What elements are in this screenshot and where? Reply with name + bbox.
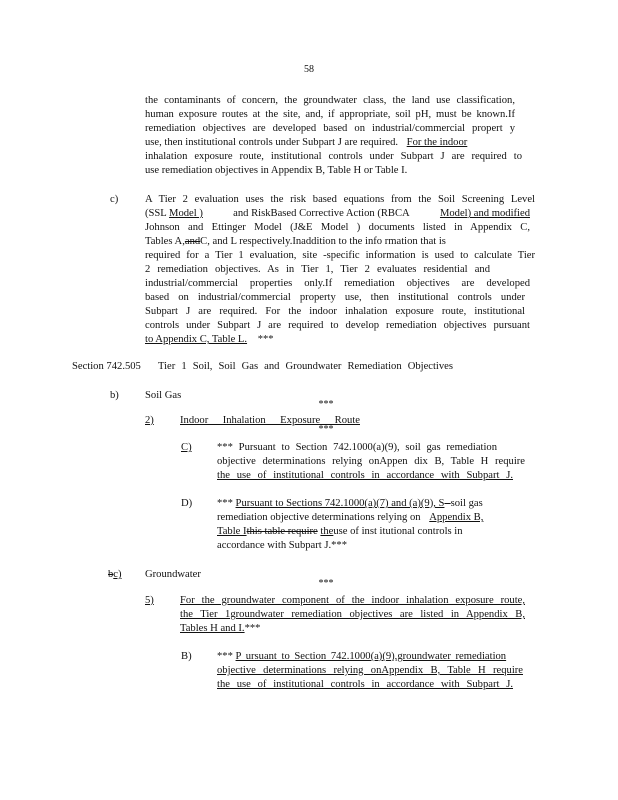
text-line: accordance with Subpart J.***	[217, 540, 348, 551]
item-label: B)	[181, 651, 192, 662]
text-line: A Tier 2 evaluation uses the risk based equations from the Soil Screening Level	[145, 194, 535, 205]
text-line	[145, 333, 274, 346]
text-line: human exposure routes at the site, and, if appropriate, soil pH, must be known.If	[145, 109, 515, 120]
text-run: C, and L respectively.Inaddition to the info rmation that is	[200, 236, 446, 247]
text-run: soil gas	[450, 498, 483, 509]
item-label: D)	[181, 498, 193, 509]
section-title: Tier 1 Soil, Soil Gas and Groundwater Remediation Objectives	[158, 361, 453, 372]
inserted-text: objective determinations relying onAppendix B, Table H require	[217, 665, 523, 676]
text-run: ***	[217, 651, 236, 662]
item-label: c)	[110, 194, 119, 205]
inserted-text: Appendix B,	[429, 512, 484, 523]
text-run: use, then institutional controls under Subpart J are required.	[145, 137, 399, 148]
text-line: the contaminants of concern, the groundwater class, the land use classification,	[145, 95, 515, 106]
text-line: Subpart J are required. For the indoor inhalation exposure route, institutional	[145, 306, 525, 317]
inserted-text: For the indoor	[406, 137, 468, 148]
text-line: based on industrial/commercial property use, then institutional controls under	[145, 292, 525, 303]
deleted-text: this table require	[246, 526, 318, 537]
text-line: inhalation exposure route, institutional controls under Subpart J are required to	[145, 151, 522, 162]
deleted-text: and	[184, 236, 201, 247]
text-run: and RiskBased Corrective Action (RBCA	[233, 208, 410, 219]
text-run: ***	[217, 498, 236, 509]
text-line	[217, 497, 483, 510]
inserted-text: to Appendix C, Table L.	[145, 334, 248, 345]
subheading: Groundwater	[145, 569, 201, 580]
item-label: C)	[181, 442, 192, 453]
inserted-text: c)	[113, 569, 122, 580]
inserted-text: Table I	[217, 526, 247, 537]
inserted-text: the	[320, 526, 334, 537]
inserted-text: For the groundwater component of the indoor inhalation exposure route,	[180, 595, 525, 606]
text-run: use of inst itutional controls in	[333, 526, 463, 537]
inserted-text: the Tier 1groundwater remediation objectives are listed in Appendix B,	[180, 609, 525, 620]
inserted-text: Pursuant to Sections 742.1000(a)(7) and (a)(9), S	[235, 498, 445, 509]
text-line: 2 remediation objectives. As in Tier 1, Tier 2 evaluates residential and	[145, 264, 490, 275]
text-line	[180, 622, 260, 635]
text-line	[217, 650, 527, 663]
text-run: (SSL Model )	[145, 208, 203, 219]
text-line: remediation objectives are developed based on industrial/commercial propert y	[145, 123, 515, 134]
item-label: b)	[110, 390, 119, 401]
text-line: *** Pursuant to Section 742.1000(a)(9), soil gas remediation	[217, 442, 497, 453]
inserted-text: Model) and modified	[439, 208, 530, 219]
item-label	[108, 568, 122, 581]
deleted-text: b	[108, 569, 114, 580]
text-line: required for a Tier 1 evaluation, site -specific information is used to calculate Tier	[145, 250, 535, 261]
text-line	[217, 525, 463, 538]
text-run: Tables A,	[145, 236, 185, 247]
inserted-text: the use of institutional controls in accordance with Subpart J.	[217, 470, 513, 481]
item-label: 2)	[145, 415, 154, 426]
text-line	[145, 207, 530, 220]
text-line: controls under Subpart J are required to develop remediation objectives pursuant	[145, 320, 530, 331]
section-label: Section 742.505	[72, 361, 141, 372]
inserted-text: Tables H and I.	[180, 623, 245, 634]
text-line	[145, 235, 446, 248]
subheading: Soil Gas	[145, 390, 182, 401]
text-line: objective determinations relying onAppen dix B, Table H require	[217, 456, 525, 467]
text-line	[145, 136, 467, 149]
deleted-text: -	[444, 498, 451, 509]
text-line	[217, 511, 483, 524]
subheading: Indoor Inhalation Exposure Route	[180, 415, 360, 426]
stars: ***	[318, 399, 334, 410]
inserted-text: P ursuant to Section 742.1000(a)(9),groundwater remediation	[235, 651, 507, 662]
inserted-text: the use of institutional controls in accordance with Subpart J.	[217, 679, 513, 690]
stars: ***	[318, 578, 334, 589]
text-line: Johnson and Ettinger Model (J&E Model ) documents listed in Appendix C,	[145, 222, 530, 233]
stars: ***	[244, 623, 261, 634]
stars: ***	[257, 334, 274, 345]
text-line: use remediation objectives in Appendix B, Table H or Table I.	[145, 165, 408, 176]
text-line: industrial/commercial properties only.If remediation objectives are developed	[145, 278, 530, 289]
stars: ***	[318, 424, 334, 435]
text-run: remediation objective determinations relying on	[217, 512, 421, 523]
item-label: 5)	[145, 595, 154, 606]
page-number: 58	[304, 64, 314, 75]
